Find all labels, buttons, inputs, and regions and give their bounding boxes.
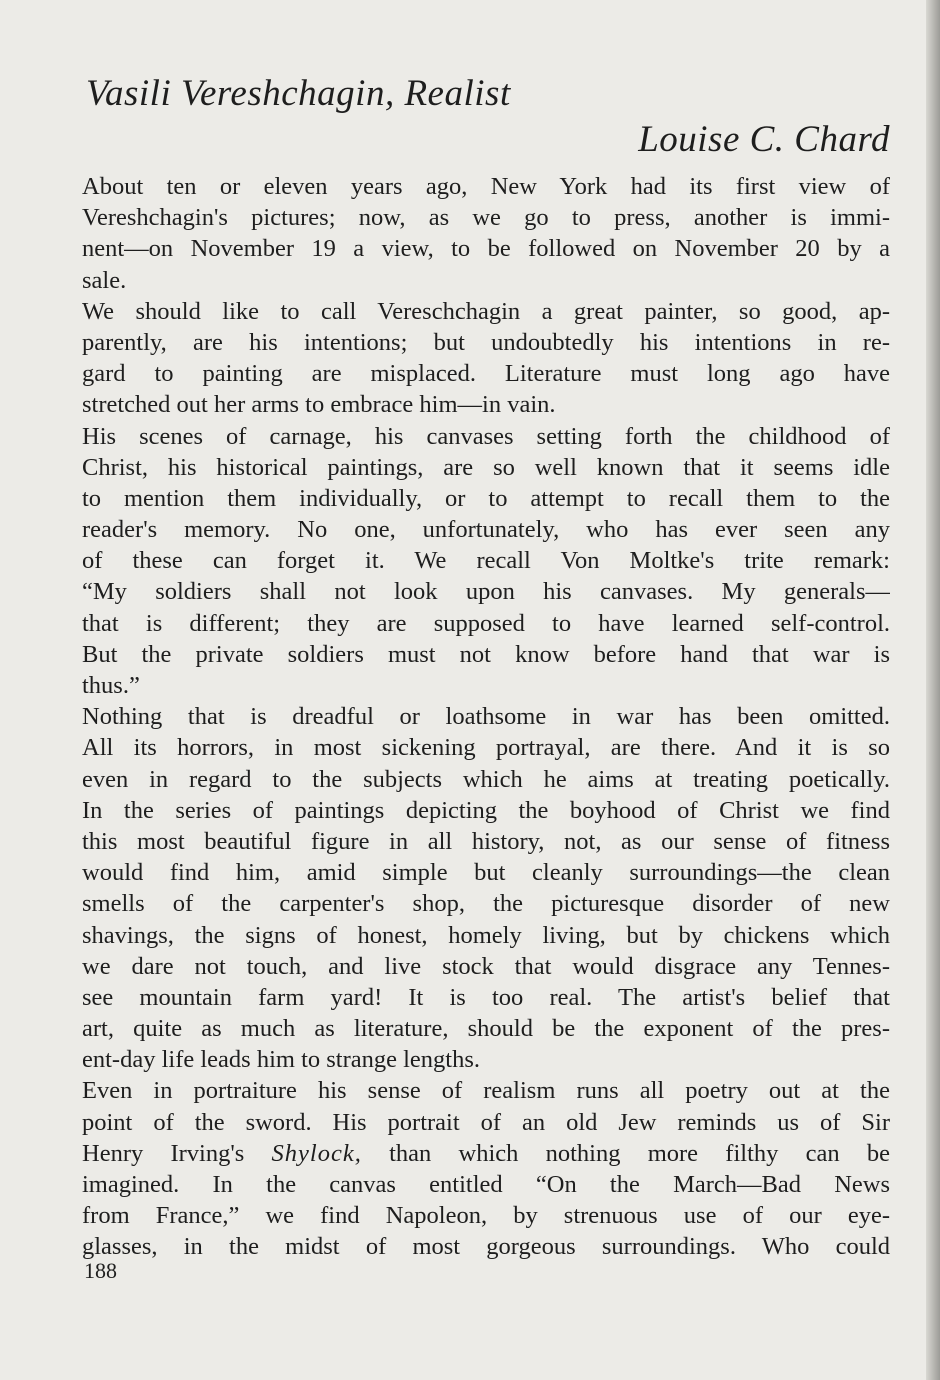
text-line: of these can forget it. We recall Von Moltke's trite remark:: [82, 547, 890, 575]
text-line: art, quite as much as literature, should be the exponent of the pres-: [82, 1015, 890, 1043]
text-line: [82, 1138, 890, 1169]
text-line: stretched out her arms to embrace him—in vain.: [82, 391, 556, 419]
text-line: Nothing that is dreadful or loathsome in war has been omitted.: [82, 703, 890, 731]
text-line: All its horrors, in most sickening portrayal, are there. And it is so: [82, 734, 890, 762]
text-line: we dare not touch, and live stock that would disgrace any Tennes-: [82, 952, 890, 980]
text-run: than which nothing more filthy can be: [361, 1139, 890, 1167]
text-line: About ten or eleven years ago, New York had its first view of: [82, 173, 890, 200]
page-edge: [926, 0, 940, 1380]
text-line: “My soldiers shall not look upon his canvases. My generals—: [82, 578, 890, 606]
text-line: from France,” we find Napoleon, by strenuous use of our eye-: [82, 1202, 890, 1230]
text-line: that is different; they are supposed to have learned self-control.: [82, 609, 890, 637]
text-line: sale.: [82, 266, 127, 294]
text-line: Vereshchagin's pictures; now, as we go to press, another is immi-: [82, 204, 890, 232]
text-line: ent-day life leads him to strange lengths.: [82, 1046, 481, 1074]
page-number: 188: [84, 1258, 117, 1283]
text-line: see mountain farm yard! It is too real. The artist's belief that: [82, 983, 890, 1011]
text-line: point of the sword. His portrait of an old Jew reminds us of Sir: [82, 1108, 890, 1136]
text-line: His scenes of carnage, his canvases setting forth the childhood of: [82, 422, 890, 450]
text-line: In the series of paintings depicting the boyhood of Christ we find: [82, 796, 890, 824]
text-line: nent—on November 19 a view, to be followed on November 20 by a: [82, 235, 890, 263]
text-line: this most beautiful figure in all history, not, as our sense of fitness: [82, 827, 890, 855]
text-run: Henry Irving's: [82, 1139, 272, 1167]
text-line: even in regard to the subjects which he aims at treating poetically.: [82, 765, 890, 793]
text-line: glasses, in the midst of most gorgeous surroundings. Who could: [82, 1233, 890, 1261]
text-line: Even in portraiture his sense of realism runs all poetry out at the: [82, 1077, 890, 1105]
text-line: gard to painting are misplaced. Literature must long ago have: [82, 360, 890, 388]
text-line: reader's memory. No one, unfortunately, who has ever seen any: [82, 516, 890, 544]
text-line: We should like to call Vereschchagin a great painter, so good, ap-: [82, 297, 890, 325]
article-author: Louise C. Chard: [638, 119, 890, 160]
article-body: [82, 171, 890, 1263]
text-line: imagined. In the canvas entitled “On the March—Bad News: [82, 1171, 890, 1198]
text-line: to mention them individually, or to attempt to recall them to the: [82, 484, 890, 512]
text-line: Christ, his historical paintings, are so well known that it seems idle: [82, 453, 890, 481]
text-line: smells of the carpenter's shop, the picturesque disorder of new: [82, 890, 890, 918]
text-line: would find him, amid simple but cleanly surroundings—the clean: [82, 859, 890, 887]
article-title: Vasili Vereshchagin, Realist: [86, 73, 511, 114]
text-line: shavings, the signs of honest, homely living, but by chickens which: [82, 921, 890, 949]
italic-title-shylock: Shylock,: [271, 1139, 362, 1167]
text-line: But the private soldiers must not know before hand that war is: [82, 640, 890, 668]
text-line: thus.”: [82, 672, 140, 699]
text-line: parently, are his intentions; but undoubtedly his intentions in re-: [82, 328, 890, 356]
